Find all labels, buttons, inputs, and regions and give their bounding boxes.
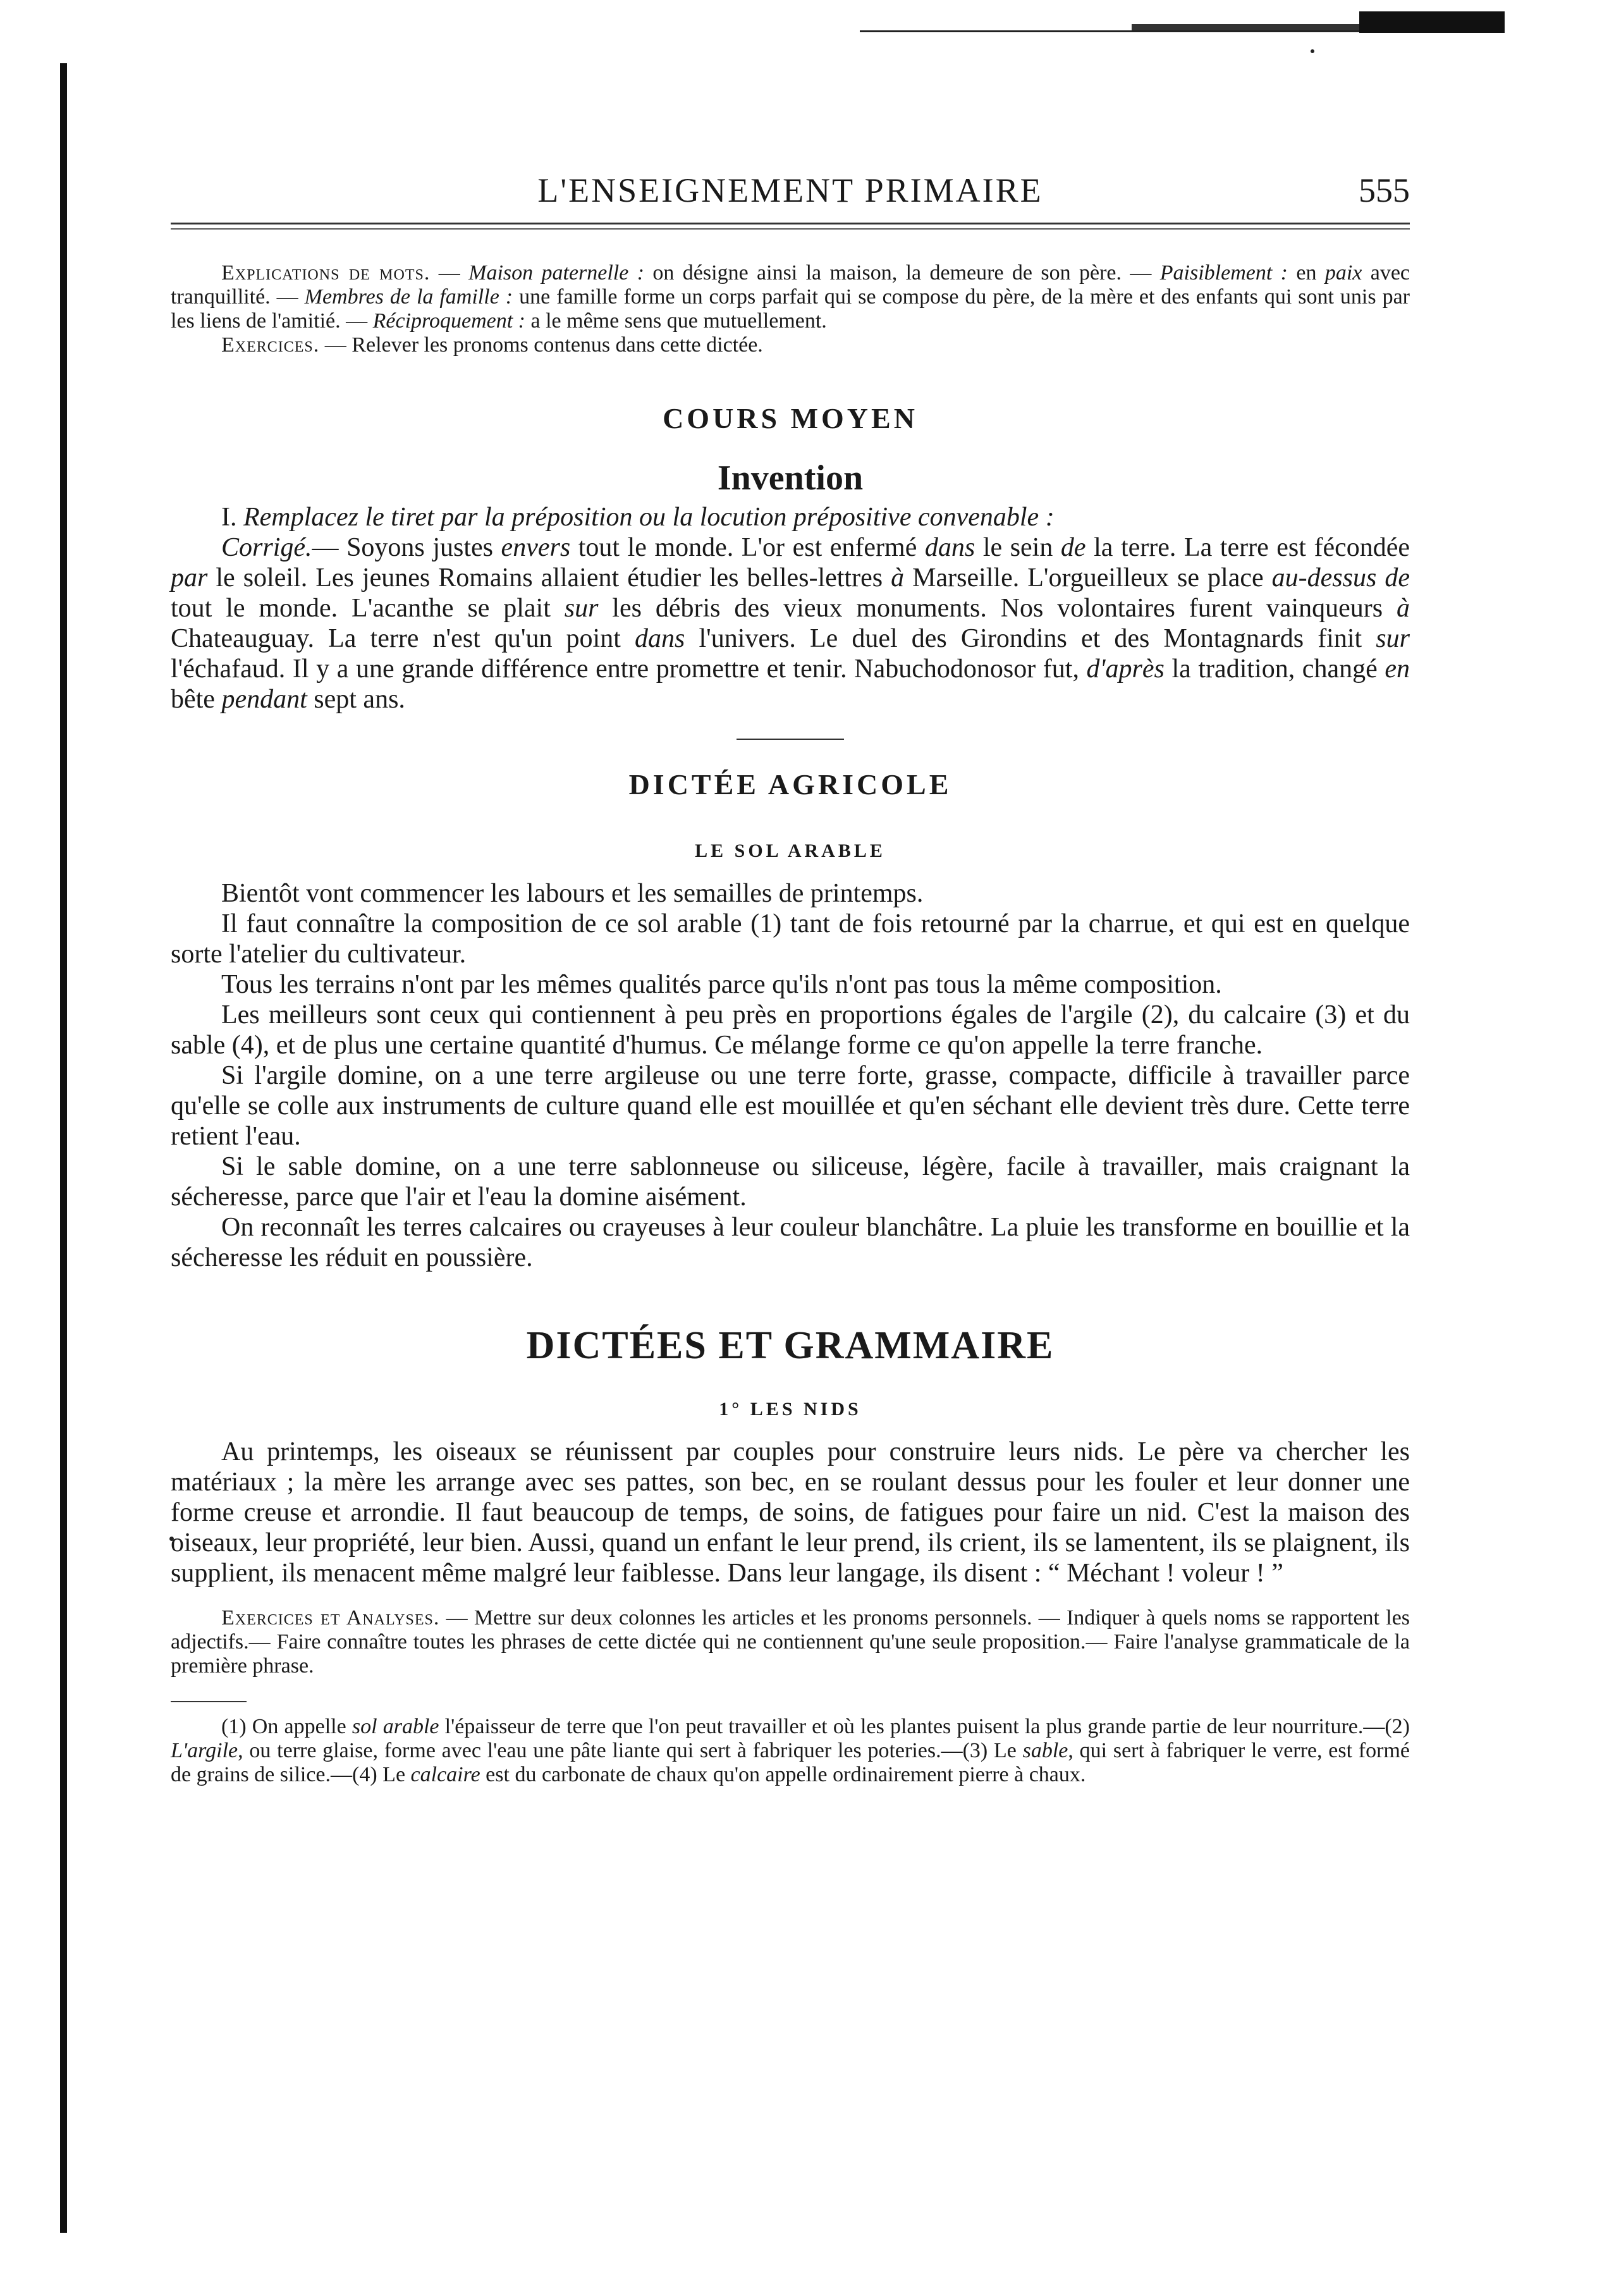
corrige-paragraph: Corrigé.— Soyons justes envers tout le monde. L'or est enfermé dans le sein de la terre. La terre est fécondée par le soleil. Les jeunes Romains allaient étudier les belles-lettres à Marseille. L'orgueilleux se place au-dessus de tout le monde. L'acanthe se plait sur les débris des vieux monuments. Nos volontaires furent vainqueurs à Chateauguay. La terre n'est qu'un point dans l'univers. Le duel des Girondins et des Montagnards finit sur l'échafaud. Il y a une grande différence entre promettre et tenir. Nabuchodonosor fut, d'après la tradition, changé en bête pendant sept ans. — [171, 533, 1410, 714]
corrige-segment: tout le monde. L'acanthe se plait — [171, 594, 565, 623]
footnote-segment: l'épaisseur de terre que l'on peut travailler et où les plantes puisent la plus grande partie de leur nourriture.—(2) — [439, 1715, 1410, 1738]
footnote-segment: sable — [1022, 1739, 1068, 1762]
agricole-paragraph: Les meilleurs sont ceux qui contiennent à peu près en proportions égales de l'argile (2), du calcaire (3) et du sable (4), et de plus une certaine quantité d'humus. Ce mélange forme ce qu'on appelle la terre franche. — [171, 1000, 1410, 1060]
grammaire-exercices — [171, 1606, 1410, 1678]
corrige-segment: en — [1385, 654, 1410, 684]
footnote-segment: , qui sert à fabriquer le verre, est formé de grains de silice.—(4) Le — [171, 1739, 1410, 1786]
binding-edge-bar — [60, 63, 67, 2233]
exercices-paragraph: Exercices. — Relever les pronoms contenus dans cette dictée. — [221, 333, 763, 357]
term-maison-paternelle: Maison paternelle : — [468, 261, 645, 285]
dictees-grammaire-section — [171, 1323, 1410, 1678]
dictee-agricole-section — [171, 768, 1410, 1273]
term-reciproquement: Réciproquement : — [372, 309, 525, 333]
corrige-segment: d'après — [1086, 654, 1165, 684]
corrige-segment: à — [1397, 594, 1410, 623]
corrige-segment: l'univers. Le duel des Girondins et des Montagnards finit — [685, 624, 1376, 653]
section-divider — [737, 739, 844, 740]
corrige-segment: à — [891, 563, 905, 592]
corrige-segment: le soleil. Les jeunes Romains allaient étudier les belles-lettres — [207, 563, 891, 592]
def-paisiblement-italic: paix — [1324, 261, 1362, 285]
grammaire-exercices-paragraph: Exercices et Analyses. — Mettre sur deux colonnes les articles et les pronoms personnels. — Indiquer à quels noms se rapportent les adjectifs.— Faire connaître toutes les phrases de cette dictée qui ne contiennent qu'une seule proposition.— Faire l'analyse grammaticale de la première phrase. — [171, 1606, 1410, 1678]
corrige-segment: sur — [1376, 624, 1410, 653]
page-header — [171, 152, 1410, 215]
grammaire-exercices-text: Mettre sur deux colonnes les articles et les pronoms personnels. — Indiquer à quels noms se rapportent les adjectifs.— Faire connaître toutes les phrases de cette dictée qui ne contiennent qu'une seule proposition.— Faire l'analyse grammaticale de la première phrase. — [171, 1606, 1410, 1678]
corrige-segment: la terre. La terre est fécondée — [1085, 533, 1410, 562]
footnote-block — [171, 1715, 1410, 1787]
header-rule — [171, 223, 1410, 230]
agricole-paragraph: Tous les terrains n'ont par les mêmes qualités parce qu'ils n'ont pas tous la même composition. — [221, 970, 1222, 999]
dictee-agricole-title: DICTÉE AGRICOLE — [628, 768, 952, 801]
corrige-segment: bête — [171, 685, 222, 714]
exercices-text: Relever les pronoms contenus dans cette dictée. — [352, 333, 763, 357]
page-number: 555 — [1359, 171, 1410, 209]
corrige-segment: par — [171, 563, 208, 592]
invention-instruction — [171, 502, 1410, 532]
sol-arable-subtitle: LE SOL ARABLE — [695, 840, 886, 861]
def-maison-paternelle: on désigne ainsi la maison, la demeure de son père. — [652, 261, 1122, 285]
page-dot-mark — [1311, 49, 1314, 53]
corrige-segment: au-dessus de — [1271, 563, 1410, 592]
corrige-segment: la tradition, changé — [1164, 654, 1385, 684]
les-nids-body — [171, 1437, 1410, 1588]
corrige-segment: le sein — [975, 533, 1061, 562]
page-content — [171, 152, 1410, 1787]
instruction-number: I. — [221, 503, 237, 532]
top-edge-rule — [860, 11, 1505, 30]
footnote-segment: calcaire — [410, 1763, 480, 1786]
les-nids-subtitle: 1° LES NIDS — [719, 1399, 862, 1420]
dictee-agricole-body — [171, 878, 1410, 1273]
term-membres-famille: Membres de la famille : — [304, 285, 513, 309]
corrige-segment: envers — [501, 533, 571, 562]
corrige-segment: dans — [635, 624, 685, 653]
footnote-segment: sol arable — [352, 1715, 439, 1738]
corrige-segment: pendant — [221, 685, 307, 714]
agricole-paragraph: Bientôt vont commencer les labours et les semailles de printemps. — [221, 879, 924, 908]
corrige-segment: les débris des vieux monuments. Nos volontaires furent vainqueurs — [598, 594, 1397, 623]
footnote-rule — [171, 1701, 247, 1702]
corrige-segment: Marseille. L'orgueilleux se place — [904, 563, 1272, 592]
footnote-segment: L'argile — [171, 1739, 238, 1762]
corrige-segment: Chateauguay. La terre n'est qu'un point — [171, 624, 635, 653]
cours-moyen-section — [171, 402, 1410, 715]
corrige-segment: sur — [564, 594, 599, 623]
corrige-segment: sept ans. — [307, 685, 405, 714]
explications-paragraph: Explications de mots. — Maison paternelle : on désigne ainsi la maison, la demeure de son père. — Paisiblement : en paix avec tranquillité. — Membres de la famille : une famille forme un corps parfait qui se compose du père, de la mère et des enfants qui sont unis par les liens de l'amitié. — Réciproquement : a le même sens que mutuellement. — [171, 261, 1410, 333]
corrige-segment: l'échafaud. Il y a une grande différence entre promettre et tenir. Nabuchodonosor fut, — [171, 654, 1087, 684]
footnote-text — [171, 1715, 1410, 1787]
corrige-segment: dans — [924, 533, 975, 562]
invention-body — [171, 502, 1410, 715]
top-rule-mid — [1132, 24, 1359, 30]
instruction-text: Remplacez le tiret par la préposition ou la locution prépositive convenable : — [243, 503, 1055, 532]
exercices-label: Exercices. — [221, 333, 320, 357]
agricole-paragraph: Si l'argile domine, on a une terre argileuse ou une terre forte, grasse, compacte, difficile à travailler parce qu'elle se colle aux instruments de culture quand elle est mouillée et qu'en séchant elle devient très dure. Cette terre retient l'eau. — [171, 1061, 1410, 1151]
cours-moyen-title: COURS MOYEN — [663, 402, 918, 434]
explications-block — [171, 261, 1410, 357]
def-membres-famille: une famille forme un corps parfait qui se compose du père, de la mère et des enfants qui sont unis par les liens de l'amitié. — [171, 285, 1410, 333]
running-title: L'ENSEIGNEMENT PRIMAIRE — [537, 171, 1043, 209]
footnote-segment: , ou terre glaise, forme avec l'eau une pâte liante qui sert à fabriquer les poteries.—(3) Le — [238, 1739, 1023, 1762]
top-rule-thick — [1359, 11, 1505, 33]
corrige-segment: de — [1060, 533, 1086, 562]
def-paisiblement-b: avec tranquillité. — [171, 261, 1410, 309]
def-paisiblement-a: en — [1296, 261, 1317, 285]
corrige-text — [171, 533, 1410, 714]
term-paisiblement: Paisiblement : — [1159, 261, 1288, 285]
explications-label: Explications de mots. — [221, 261, 431, 285]
agricole-paragraph: Si le sable domine, on a une terre sablonneuse ou siliceuse, légère, facile à travailler, mais craignant la sécheresse, parce que l'air et l'eau la domine aisément. — [171, 1152, 1410, 1212]
agricole-paragraph: On reconnaît les terres calcaires ou crayeuses à leur couleur blanchâtre. La pluie les transforme en bouillie et la sécheresse les réduit en poussière. — [171, 1213, 1410, 1272]
agricole-paragraph: Il faut connaître la composition de ce sol arable (1) tant de fois retourné par la charrue, et qui est en quelque sorte l'atelier du cultivateur. — [171, 909, 1410, 969]
corrige-segment: Soyons justes — [338, 533, 501, 562]
invention-title: Invention — [717, 458, 864, 498]
dictees-grammaire-title: DICTÉES ET GRAMMAIRE — [526, 1324, 1055, 1367]
footnote-segment: (1) On appelle — [221, 1715, 352, 1738]
def-reciproquement: a le même sens que mutuellement. — [530, 309, 827, 333]
corrige-segment: tout le monde. L'or est enfermé — [570, 533, 925, 562]
grammaire-exercices-label: Exercices et Analyses. — [221, 1606, 440, 1630]
corrige-label: Corrigé. — [221, 533, 312, 562]
les-nids-paragraph: Au printemps, les oiseaux se réunissent par couples pour construire leurs nids. Le père va chercher les matériaux ; la mère les arrange avec ses pattes, son bec, en se roulant dessus pour les fouler et leur donner une forme creuse et arrondie. Il faut beaucoup de temps, de soins, de fatigues pour faire un nid. C'est la maison des oiseaux, leur propriété, leur bien. Aussi, quand un enfant le leur prend, ils crient, ils se lamentent, ils se plaignent, ils supplient, ils menacent même malgré leur faiblesse. Dans leur langage, ils disent : “ Méchant ! voleur ! ” — [171, 1437, 1410, 1588]
footnote-segment: est du carbonate de chaux qu'on appelle ordinairement pierre à chaux. — [480, 1763, 1086, 1786]
